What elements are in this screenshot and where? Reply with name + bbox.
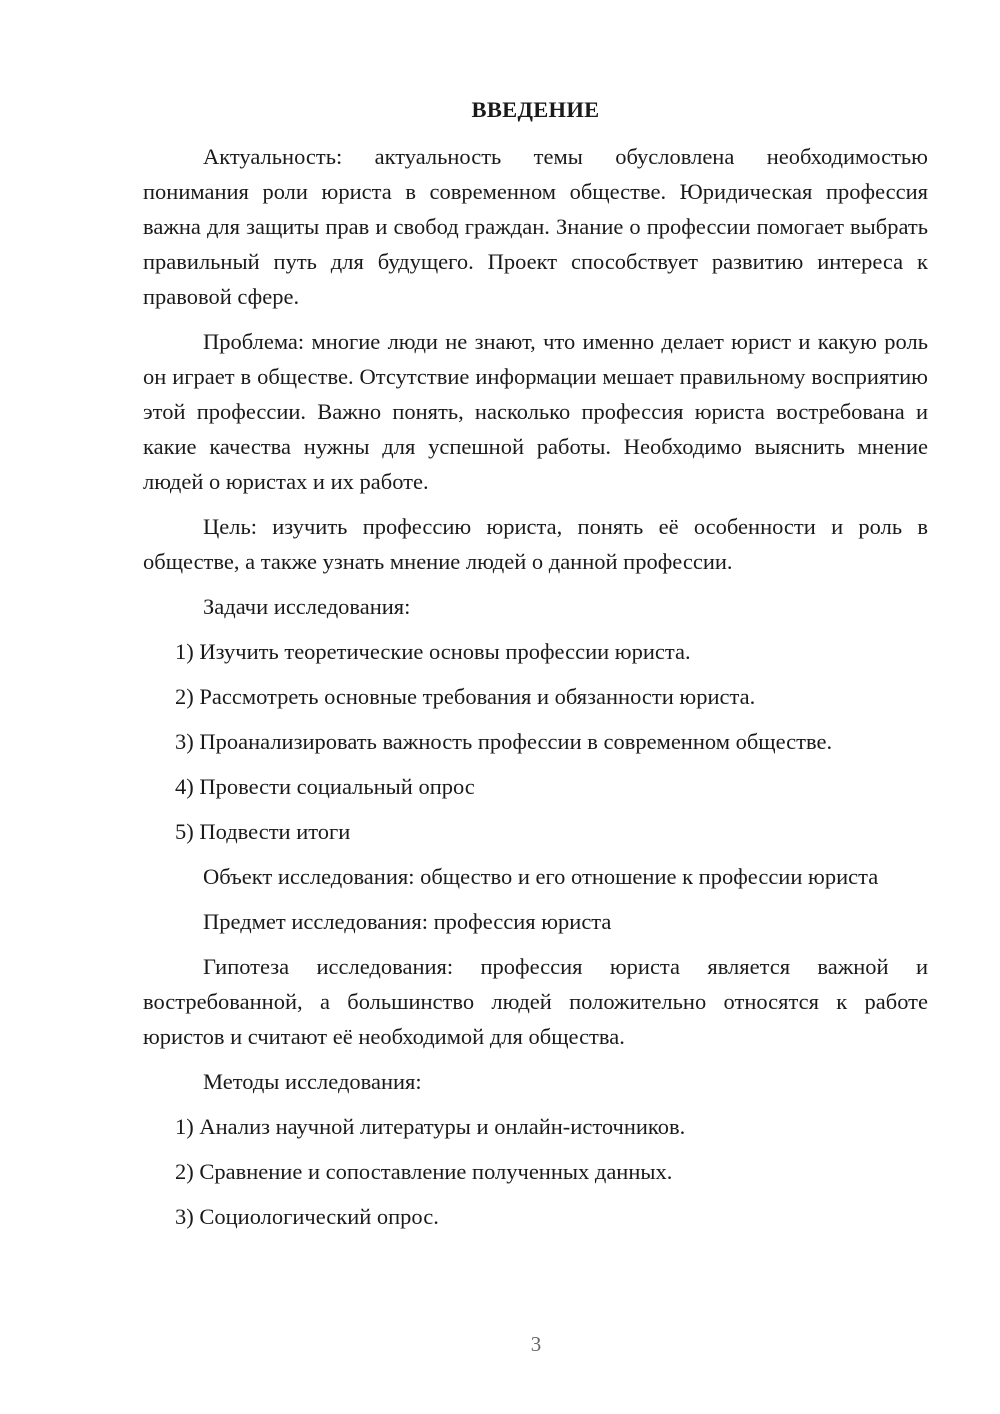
tasks-list (143, 634, 928, 849)
hypothesis-paragraph: Гипотеза исследования: профессия юриста является важной и востребованной, а большинство людей положительно относятся к работе юристов и считают её необходимой для общества. (143, 954, 928, 1049)
problem-paragraph: Проблема: многие люди не знают, что именно делает юрист и какую роль он играет в обществе. Отсутствие информации мешает правильному восприятию этой профессии. Важно понять, насколько профессия юриста востребована и какие качества нужны для успешной работы. Необходимо выяснить мнение людей о юристах и их работе. (143, 329, 928, 494)
list-item: 5) Подвести итоги (175, 819, 351, 844)
tasks-heading: Задачи исследования: (203, 594, 411, 619)
list-item: 3) Социологический опрос. (175, 1204, 439, 1229)
list-item: 2) Сравнение и сопоставление полученных данных. (175, 1159, 673, 1184)
object-paragraph: Объект исследования: общество и его отношение к профессии юриста (203, 864, 879, 889)
page-title: ВВЕДЕНИЕ (471, 97, 600, 122)
page-number: 3 (530, 1332, 542, 1356)
list-item: 3) Проанализировать важность профессии в современном обществе. (175, 729, 833, 754)
methods-list (143, 1109, 928, 1234)
goal-paragraph: Цель: изучить профессию юриста, понять её особенности и роль в обществе, а также узнать мнение людей о данной профессии. (143, 514, 928, 574)
document-body (143, 92, 928, 1244)
subject-paragraph: Предмет исследования: профессия юриста (203, 909, 612, 934)
relevance-paragraph: Актуальность: актуальность темы обусловлена необходимостью понимания роли юриста в современном обществе. Юридическая профессия важна для защиты прав и свобод граждан. Знание о профессии помогает выбрать правильный путь для будущего. Проект способствует развитию интереса к правовой сфере. (143, 144, 928, 309)
list-item: 4) Провести социальный опрос (175, 774, 475, 799)
list-item: 1) Изучить теоретические основы профессии юриста. (175, 639, 691, 664)
list-item: 1) Анализ научной литературы и онлайн-источников. (175, 1114, 686, 1139)
list-item: 2) Рассмотреть основные требования и обязанности юриста. (175, 684, 756, 709)
methods-heading: Методы исследования: (203, 1069, 422, 1094)
